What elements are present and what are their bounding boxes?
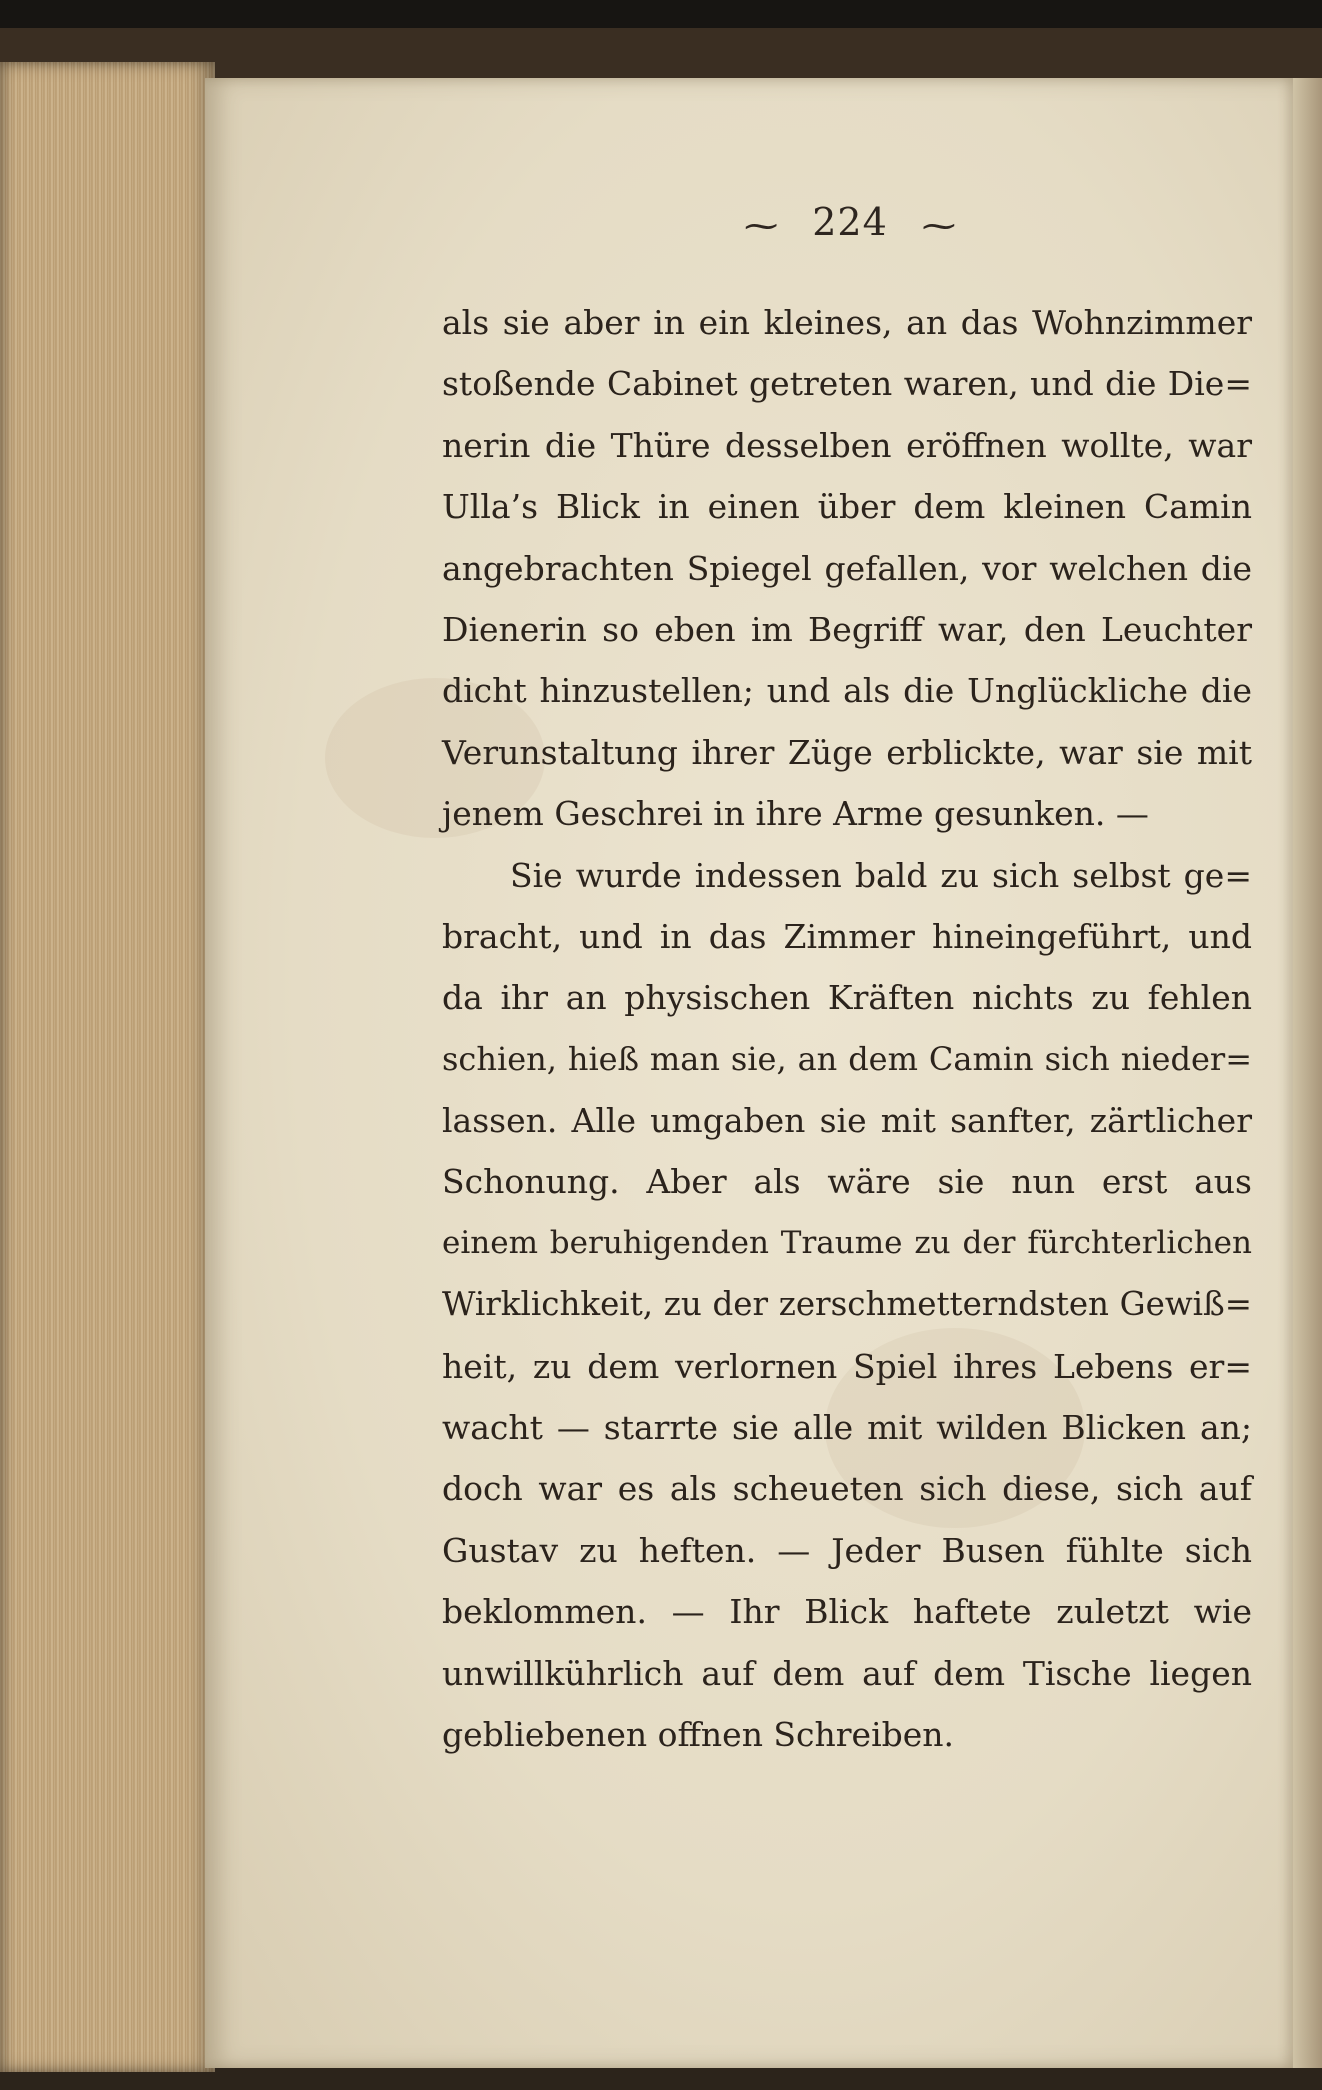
- text-line: Dienerin so eben im Begriff war, den Leuchter: [442, 609, 1252, 649]
- text-line: doch war es als scheueten sich diese, sich auf: [442, 1469, 1252, 1509]
- text-line: Schonung. Aber als wäre sie nun erst aus: [442, 1162, 1252, 1202]
- page-right-edge: [1293, 78, 1322, 2068]
- text-line: wacht — starrte sie alle mit wilden Blicken an;: [442, 1408, 1252, 1448]
- text-line: Sie wurde indessen bald zu sich selbst ge=: [510, 855, 1252, 895]
- text-line: schien, hieß man sie, an dem Camin sich nieder=: [442, 1039, 1252, 1078]
- text-line: einem beruhigenden Traume zu der fürchterlichen: [442, 1224, 1252, 1261]
- text-line: nerin die Thüre desselben eröffnen wollte, war: [442, 425, 1252, 465]
- page-block-edge: [0, 62, 215, 2072]
- text-line: dicht hinzustellen; und als die Unglückliche die: [442, 671, 1252, 711]
- text-line: heit, zu dem verlornen Spiel ihres Lebens er=: [442, 1346, 1252, 1386]
- text-line: jenem Geschrei in ihre Arme gesunken. —: [442, 794, 1149, 834]
- body-text: [442, 292, 1252, 1765]
- text-line: Gustav zu heften. — Jeder Busen fühlte sich: [442, 1530, 1252, 1570]
- text-line: bracht, und in das Zimmer hineingeführt, und: [442, 916, 1252, 956]
- text-line: stoßende Cabinet getreten waren, und die Die=: [442, 364, 1252, 404]
- ornament-right-icon: ⁓: [921, 205, 956, 246]
- page-header: [700, 200, 1000, 250]
- text-line: Wirklichkeit, zu der zerschmetterndsten Gewiß=: [442, 1285, 1252, 1324]
- text-line: gebliebenen offnen Schreiben.: [442, 1714, 955, 1754]
- text-line: unwillkührlich auf dem auf dem Tische liegen: [442, 1653, 1252, 1693]
- ornament-left-icon: ⁓: [744, 205, 779, 246]
- text-line: Ulla’s Blick in einen über dem kleinen Camin: [442, 487, 1252, 527]
- text-line: lassen. Alle umgaben sie mit sanfter, zärtlicher: [442, 1101, 1252, 1141]
- text-line: Verunstaltung ihrer Züge erblickte, war sie mit: [442, 732, 1252, 772]
- text-line: als sie aber in ein kleines, an das Wohnzimmer: [442, 303, 1252, 342]
- text-line: angebrachten Spiegel gefallen, vor welchen die: [442, 548, 1252, 588]
- text-line: beklommen. — Ihr Blick haftete zuletzt wie: [442, 1592, 1252, 1632]
- page-number: 224: [812, 200, 888, 244]
- text-line: da ihr an physischen Kräften nichts zu fehlen: [442, 978, 1252, 1018]
